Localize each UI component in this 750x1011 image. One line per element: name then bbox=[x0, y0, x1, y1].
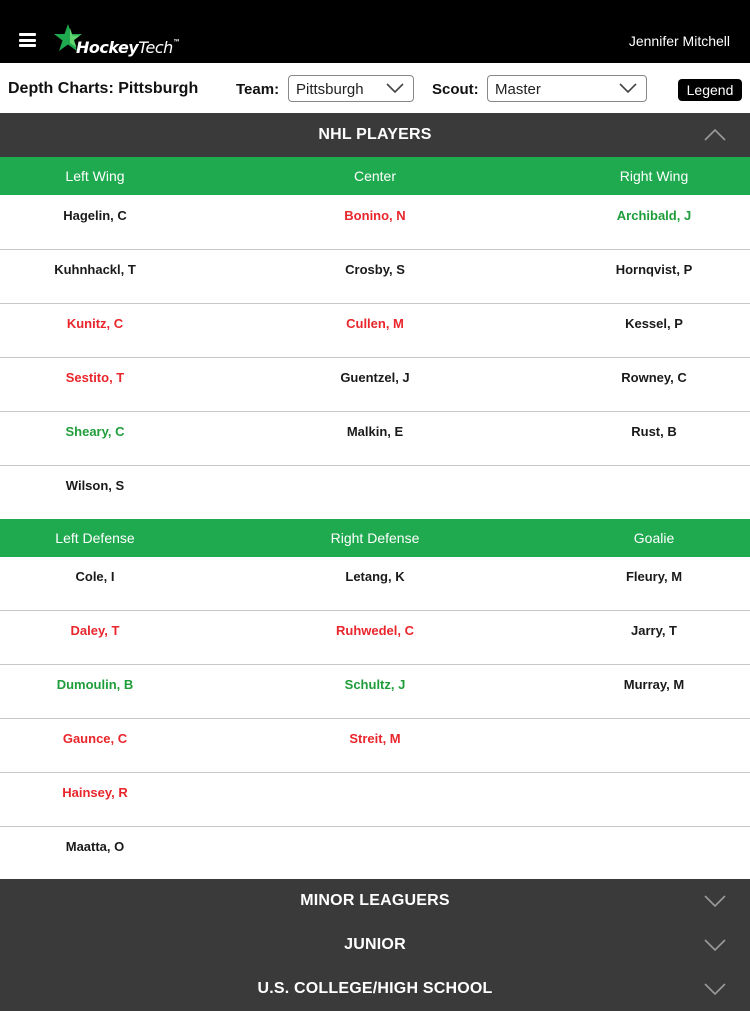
col-header-left-defense: Left Defense bbox=[55, 530, 135, 546]
junior-header[interactable] bbox=[0, 923, 750, 967]
player-name[interactable]: Cullen, M bbox=[346, 316, 404, 331]
col-header-right-wing: Right Wing bbox=[619, 168, 689, 184]
team-select[interactable] bbox=[288, 75, 414, 102]
player-name[interactable]: Dumoulin, B bbox=[56, 677, 134, 692]
player-name[interactable]: Schultz, J bbox=[344, 677, 406, 692]
scout-label: Scout: bbox=[432, 81, 479, 98]
chevron-down-icon bbox=[385, 79, 405, 97]
section-title: NHL PLAYERS bbox=[318, 126, 432, 143]
player-name[interactable]: Wilson, S bbox=[65, 478, 125, 493]
player-name[interactable]: Ruhwedel, C bbox=[335, 623, 414, 638]
page-title: Depth Charts: Pittsburgh bbox=[8, 80, 199, 97]
player-name[interactable]: Malkin, E bbox=[346, 424, 404, 439]
table-row bbox=[0, 665, 750, 719]
player-name[interactable]: Hornqvist, P bbox=[615, 262, 693, 277]
forwards-column-header bbox=[0, 157, 750, 195]
player-name[interactable]: Kessel, P bbox=[625, 316, 683, 331]
team-select-value: Pittsburgh bbox=[296, 81, 364, 98]
user-name[interactable]: Jennifer Mitchell bbox=[628, 33, 730, 49]
table-row bbox=[0, 412, 750, 466]
player-name[interactable]: Crosby, S bbox=[345, 262, 405, 277]
chevron-up-icon bbox=[704, 128, 726, 142]
player-name[interactable]: Streit, M bbox=[349, 731, 401, 746]
player-name[interactable]: Rust, B bbox=[631, 424, 677, 439]
player-name[interactable]: Murray, M bbox=[623, 677, 685, 692]
player-name[interactable]: Bonino, N bbox=[344, 208, 406, 223]
logo-text-tech: Tech bbox=[138, 38, 173, 57]
table-row bbox=[0, 358, 750, 412]
section-title: U.S. COLLEGE/HIGH SCHOOL bbox=[257, 980, 493, 997]
player-name[interactable]: Jarry, T bbox=[630, 623, 677, 638]
player-name[interactable]: Guentzel, J bbox=[340, 370, 410, 385]
table-row bbox=[0, 827, 750, 881]
player-name[interactable]: Fleury, M bbox=[625, 569, 683, 584]
player-name[interactable]: Sestito, T bbox=[65, 370, 125, 385]
col-header-right-defense: Right Defense bbox=[330, 530, 420, 546]
nhl-players-header[interactable] bbox=[0, 113, 750, 157]
col-header-center: Center bbox=[353, 168, 397, 184]
player-name[interactable]: Daley, T bbox=[70, 623, 120, 638]
player-name[interactable]: Hainsey, R bbox=[62, 785, 128, 800]
table-row bbox=[0, 611, 750, 665]
player-name[interactable]: Maatta, O bbox=[65, 839, 125, 854]
legend-button[interactable]: Legend bbox=[678, 79, 742, 101]
chevron-down-icon bbox=[704, 938, 726, 952]
top-bar bbox=[0, 0, 750, 63]
chevron-down-icon bbox=[704, 982, 726, 996]
college-highschool-header[interactable] bbox=[0, 967, 750, 1011]
player-name[interactable]: Archibald, J bbox=[616, 208, 692, 223]
col-header-goalie: Goalie bbox=[633, 530, 675, 546]
section-title: MINOR LEAGUERS bbox=[300, 892, 450, 909]
hamburger-menu-icon[interactable] bbox=[19, 33, 36, 47]
logo-trademark: ™ bbox=[172, 38, 181, 47]
scout-select[interactable] bbox=[487, 75, 647, 102]
table-row bbox=[0, 773, 750, 827]
table-row bbox=[0, 196, 750, 250]
player-name[interactable]: Letang, K bbox=[345, 569, 405, 584]
logo-text-hockey: Hockey bbox=[76, 38, 139, 57]
filter-bar bbox=[0, 63, 750, 113]
table-row bbox=[0, 719, 750, 773]
player-name[interactable]: Hagelin, C bbox=[63, 208, 127, 223]
team-label: Team: bbox=[236, 81, 280, 98]
scout-select-value: Master bbox=[495, 81, 541, 98]
chevron-down-icon bbox=[704, 894, 726, 908]
player-name[interactable]: Kunitz, C bbox=[66, 316, 124, 331]
chevron-down-icon bbox=[618, 79, 638, 97]
table-row bbox=[0, 466, 750, 520]
player-name[interactable]: Rowney, C bbox=[621, 370, 687, 385]
defense-column-header bbox=[0, 519, 750, 557]
table-row bbox=[0, 304, 750, 358]
section-title: JUNIOR bbox=[344, 936, 406, 953]
player-name[interactable]: Kuhnhackl, T bbox=[54, 262, 136, 277]
player-name[interactable]: Gaunce, C bbox=[62, 731, 128, 746]
table-row bbox=[0, 250, 750, 304]
minor-leaguers-header[interactable] bbox=[0, 879, 750, 923]
table-row bbox=[0, 557, 750, 611]
player-name[interactable]: Sheary, C bbox=[65, 424, 125, 439]
col-header-left-wing: Left Wing bbox=[65, 168, 125, 184]
logo-wordmark bbox=[76, 38, 180, 57]
player-name[interactable]: Cole, I bbox=[75, 569, 115, 584]
